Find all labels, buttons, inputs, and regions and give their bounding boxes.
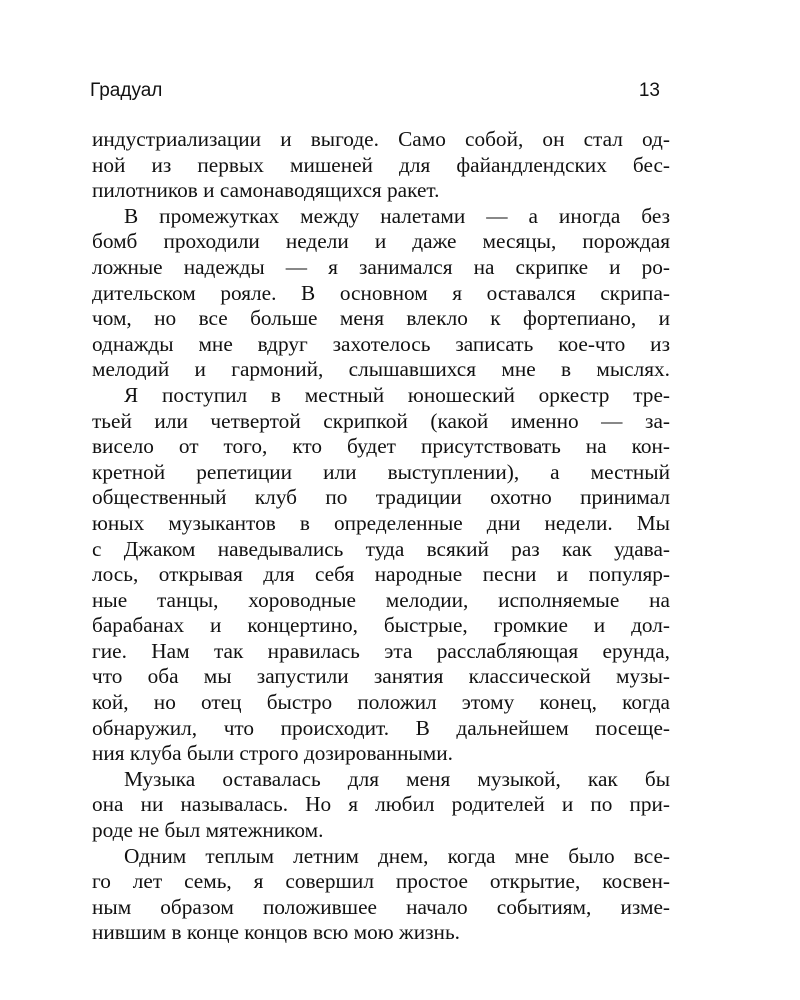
- text-line: Музыка оставалась для меня музыкой, как бы: [124, 766, 670, 791]
- text-line: однажды мне вдруг захотелось записать кое-что из: [92, 331, 670, 356]
- text-line: кретной репетиции или выступлении), а местный: [92, 459, 670, 484]
- text-line: общественный клуб по традиции охотно принимал: [92, 485, 670, 510]
- text-line: дительском рояле. В основном я оставался скрипа-: [92, 280, 670, 305]
- text-line: что оба мы запустили занятия классической музы-: [92, 664, 670, 689]
- text-line: ным образом положившее начало событиям, изме-: [92, 894, 670, 919]
- body-text: [92, 127, 670, 946]
- text-line: кой, но отец быстро положил этому конец, когда: [92, 690, 670, 715]
- text-line: гие. Нам так нравилась эта расслабляющая ерунда,: [92, 638, 670, 663]
- running-title: Градуал: [90, 80, 163, 101]
- text-line: роде не был мятежником.: [92, 818, 324, 843]
- text-line: ния клуба были строго дозированными.: [92, 741, 453, 766]
- text-line: Одним теплым летним днем, когда мне было все-: [124, 843, 670, 868]
- paragraph: [92, 767, 670, 844]
- text-line: бомб проходили недели и даже месяцы, порождая: [92, 229, 670, 254]
- paragraph: [92, 844, 670, 946]
- text-line: Я поступил в местный юношеский оркестр тре-: [124, 382, 670, 407]
- text-line: ложные надежды — я занимался на скрипке и ро-: [92, 254, 670, 279]
- text-line: лось, открывая для себя народные песни и популяр-: [92, 562, 670, 587]
- page-number: 13: [638, 80, 660, 101]
- text-line: индустриализации и выгоде. Само собой, он стал од-: [92, 127, 670, 151]
- text-line: чом, но все больше меня влекло к фортепиано, и: [92, 306, 670, 331]
- text-line: мелодий и гармоний, слышавшихся мне в мыслях.: [92, 357, 670, 382]
- text-line: го лет семь, я совершил простое открытие, косвен-: [92, 869, 670, 894]
- text-line: пилотников и самонаводящихся ракет.: [92, 178, 440, 203]
- text-line: ные танцы, хороводные мелодии, исполняемые на: [92, 587, 670, 612]
- paragraph: [92, 204, 670, 383]
- text-line: обнаружил, что происходит. В дальнейшем посеще-: [92, 715, 670, 740]
- text-line: В промежутках между налетами — а иногда без: [124, 203, 670, 228]
- text-line: ной из первых мишеней для файандлендских бес-: [92, 152, 670, 177]
- text-line: барабанах и концертино, быстрые, громкие и дол-: [92, 613, 670, 638]
- paragraph: [92, 383, 670, 767]
- text-line: тьей или четвертой скрипкой (какой именно — за-: [92, 408, 670, 433]
- paragraph: [92, 127, 670, 204]
- text-line: висело от того, кто будет присутствовать на кон-: [92, 434, 670, 459]
- text-line: нившим в конце концов всю мою жизнь.: [92, 920, 460, 945]
- text-line: она ни называлась. Но я любил родителей и по при-: [92, 792, 670, 817]
- text-line: юных музыкантов в определенные дни недели. Мы: [92, 510, 670, 535]
- text-line: с Джаком наведывались туда всякий раз как удава-: [92, 536, 670, 561]
